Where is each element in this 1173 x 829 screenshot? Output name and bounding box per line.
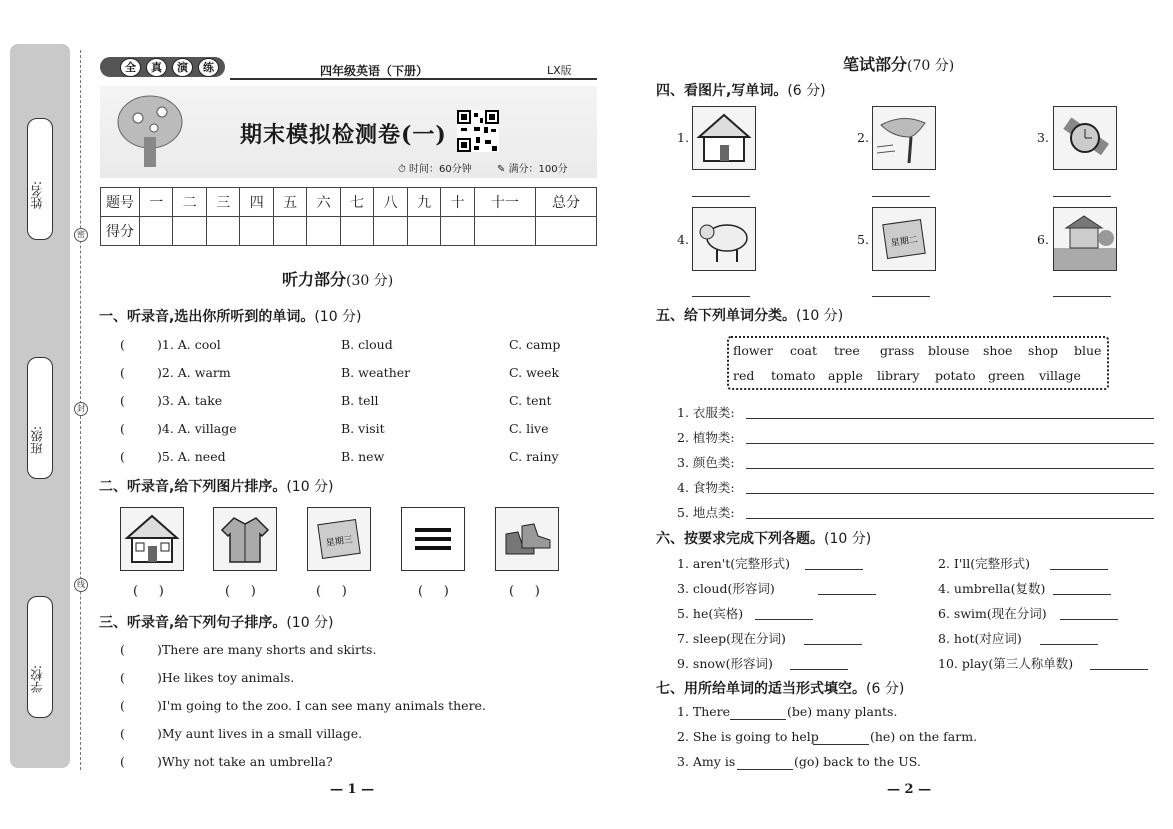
score-text: 满分：100分 (508, 164, 568, 175)
option-a: )5. A. need (157, 449, 226, 464)
sentence-start: 3. Amy is (677, 754, 736, 769)
question-prompt: 9. snow(形容词) (677, 656, 773, 671)
house-icon (693, 107, 755, 169)
score-header-cell: 二 (173, 188, 206, 217)
score-input-cell[interactable] (374, 217, 407, 246)
answer-blank[interactable] (818, 594, 876, 595)
section-5-points: (10 分) (796, 308, 844, 324)
written-points: (70 分) (907, 58, 955, 74)
option-a: )2. A. warm (157, 365, 231, 380)
version-label: LX版 (547, 64, 572, 77)
picture-number: 1. (677, 130, 689, 145)
answer-bracket[interactable]: ( (120, 670, 125, 685)
word-bank-item: grass (880, 343, 915, 358)
score-header-cell: 四 (240, 188, 273, 217)
sentence: )Why not take an umbrella? (157, 754, 333, 769)
answer-blank[interactable] (805, 569, 863, 570)
section-7-title (656, 678, 904, 698)
section-1-points: (10 分) (314, 309, 362, 325)
score-header-cell: 十 (441, 188, 474, 217)
page-number-1: — 1 — (330, 782, 375, 797)
answer-blank[interactable] (692, 296, 750, 297)
fill-blank[interactable] (730, 719, 786, 720)
score-header-cell: 十一 (474, 188, 535, 217)
word-bank-item: flower (733, 343, 773, 358)
option-b: B. visit (341, 421, 385, 436)
option-a: )4. A. village (157, 421, 237, 436)
sentence-end: (be) many plants. (787, 704, 898, 719)
seal-mark: 线 (74, 578, 88, 592)
tree-wind-picture (872, 106, 936, 170)
fill-blank[interactable] (813, 744, 869, 745)
answer-blank[interactable] (790, 669, 848, 670)
category-answer-line[interactable] (746, 493, 1154, 494)
answer-blank[interactable] (1060, 619, 1118, 620)
badge-char: 全 (120, 58, 141, 77)
badge (100, 57, 225, 77)
score-header-cell: 总分 (535, 188, 596, 217)
word-bank-item: potato (935, 368, 976, 383)
seal-mark: 密 (74, 228, 88, 242)
score-header-cell: 题号 (101, 188, 140, 217)
word-bank-item: tree (834, 343, 860, 358)
answer-blank[interactable] (1053, 594, 1111, 595)
section-2-points: (10 分) (286, 479, 334, 495)
time-text: 时间：60分钟 (408, 164, 472, 175)
answer-bracket[interactable]: ( (120, 726, 125, 741)
category-answer-line[interactable] (746, 518, 1154, 519)
written-part-title (843, 52, 954, 75)
sentence: )He likes toy animals. (157, 670, 295, 685)
score-input-cell[interactable] (474, 217, 535, 246)
menu-picture (401, 507, 465, 571)
word-bank-item: shoe (983, 343, 1013, 358)
house-picture (692, 106, 756, 170)
section-2-heading: 二、听录音,给下列图片排序。 (99, 479, 287, 495)
question-prompt: 10. play(第三人称单数) (938, 656, 1074, 671)
sentence-end: (go) back to the US. (794, 754, 921, 769)
school-field[interactable] (27, 596, 53, 718)
section-3-title (99, 612, 334, 632)
village-picture (1053, 207, 1117, 271)
answer-bracket[interactable]: ( (120, 421, 125, 436)
section-4-heading: 四、看图片,写单词。 (656, 83, 788, 99)
jacket-picture (213, 507, 277, 571)
question-prompt: 4. umbrella(复数) (938, 581, 1046, 596)
score-table (100, 187, 597, 246)
listening-points: (30 分) (346, 273, 394, 289)
section-5-heading: 五、给下列单词分类。 (656, 308, 796, 324)
page-number-2: — 2 — (887, 782, 932, 797)
fill-blank[interactable] (737, 769, 793, 770)
section-3-heading: 三、听录音,给下列句子排序。 (99, 615, 287, 631)
score-header-cell: 一 (140, 188, 173, 217)
option-b: B. new (341, 449, 385, 464)
answer-bracket[interactable]: ( (120, 698, 125, 713)
section-5-title (656, 305, 843, 325)
score-info: ✎ 满分：100分 (497, 164, 568, 175)
score-input-cell[interactable] (535, 217, 596, 246)
sentence: )There are many shorts and skirts. (157, 642, 377, 657)
score-input-cell[interactable] (340, 217, 373, 246)
category-answer-line[interactable] (746, 443, 1154, 444)
time-info: ⏱ 时间：60分钟 (398, 164, 472, 175)
word-bank-item: apple (828, 368, 863, 383)
score-header-cell: 八 (374, 188, 407, 217)
score-input-cell[interactable] (441, 217, 474, 246)
score-input-cell[interactable] (307, 217, 340, 246)
sentence: )My aunt lives in a small village. (157, 726, 363, 741)
listening-part-title (282, 267, 393, 290)
picture-order-bracket[interactable]: ( ) (509, 584, 540, 599)
answer-bracket[interactable]: ( (120, 337, 125, 352)
score-header-row (101, 188, 597, 217)
boots-picture (495, 507, 559, 571)
word-bank-item: coat (790, 343, 818, 358)
score-input-cell[interactable] (206, 217, 239, 246)
category-label: 1. 衣服类: (677, 405, 735, 420)
sheep-icon (693, 208, 755, 270)
score-row-label: 得分 (101, 217, 140, 246)
badge-char: 演 (172, 58, 193, 77)
header-rule (230, 78, 597, 80)
exam-title: 期末模拟检测卷(一) (240, 122, 447, 148)
badge-char: 真 (146, 58, 167, 77)
boots-icon (496, 508, 558, 570)
word-bank-item: tomato (771, 368, 816, 383)
option-c: C. week (509, 365, 560, 380)
word-bank-item: library (877, 368, 920, 383)
tree-illustration-icon (110, 92, 190, 172)
sentence-start: 2. She is going to help (677, 729, 819, 744)
picture-order-bracket[interactable]: ( ) (225, 584, 256, 599)
word-bank-item: red (733, 368, 755, 383)
class-label: 班级: (30, 426, 44, 455)
calendar-text: 星期二 (890, 235, 919, 249)
sentence: )I'm going to the zoo. I can see many animals there. (157, 698, 486, 713)
score-input-cell[interactable] (140, 217, 173, 246)
question-prompt: 6. swim(现在分词) (938, 606, 1047, 621)
menu-lines-icon (402, 508, 464, 570)
name-field[interactable] (27, 118, 53, 240)
question-prompt: 8. hot(对应词) (938, 631, 1022, 646)
answer-blank[interactable] (755, 619, 813, 620)
name-label: 姓名: (30, 181, 44, 210)
house-picture (120, 507, 184, 571)
category-label: 3. 颜色类: (677, 455, 735, 470)
section-6-heading: 六、按要求完成下列各题。 (656, 531, 824, 547)
picture-number: 3. (1037, 130, 1049, 145)
score-header-cell: 六 (307, 188, 340, 217)
answer-bracket[interactable]: ( (120, 365, 125, 380)
house-icon (121, 508, 183, 570)
answer-blank[interactable] (1040, 644, 1098, 645)
watch-icon (1054, 107, 1116, 169)
score-input-cell[interactable] (407, 217, 440, 246)
picture-number: 4. (677, 232, 689, 247)
question-prompt: 1. aren't(完整形式) (677, 556, 790, 571)
category-label: 2. 植物类: (677, 430, 735, 445)
calendar-picture (307, 507, 371, 571)
option-a: )1. A. cool (157, 337, 221, 352)
answer-blank[interactable] (804, 644, 862, 645)
picture-number: 2. (857, 130, 869, 145)
picture-number: 6. (1037, 232, 1049, 247)
answer-bracket[interactable]: ( (120, 642, 125, 657)
picture-order-bracket[interactable]: ( ) (418, 584, 449, 599)
option-b: B. cloud (341, 337, 393, 352)
book-title: 四年级英语（下册） (320, 64, 429, 78)
option-b: B. weather (341, 365, 411, 380)
section-1-title (99, 306, 362, 326)
section-6-title (656, 528, 871, 548)
question-prompt: 7. sleep(现在分词) (677, 631, 786, 646)
sheep-picture (692, 207, 756, 271)
listening-title-text: 听力部分 (282, 270, 347, 289)
qr-code-icon[interactable] (457, 110, 499, 152)
question-prompt: 3. cloud(形容词) (677, 581, 775, 596)
class-field[interactable] (27, 357, 53, 479)
badge-char: 练 (198, 58, 219, 77)
category-label: 4. 食物类: (677, 480, 735, 495)
calendar-icon (308, 508, 370, 570)
answer-blank[interactable] (872, 196, 930, 197)
answer-blank[interactable] (1053, 296, 1111, 297)
sentence-end: (he) on the farm. (870, 729, 978, 744)
answer-bracket[interactable]: ( (120, 449, 125, 464)
section-3-points: (10 分) (286, 615, 334, 631)
answer-blank[interactable] (872, 296, 930, 297)
sentence-start: 1. There (677, 704, 731, 719)
score-value-row (101, 217, 597, 246)
word-bank-item: blue (1074, 343, 1102, 358)
option-c: C. rainy (509, 449, 559, 464)
option-c: C. tent (509, 393, 552, 408)
section-1-heading: 一、听录音,选出你所听到的单词。 (99, 309, 315, 325)
picture-order-bracket[interactable]: ( ) (316, 584, 347, 599)
section-2-title (99, 476, 334, 496)
picture-number: 5. (857, 232, 869, 247)
option-b: B. tell (341, 393, 379, 408)
word-bank-item: shop (1028, 343, 1058, 358)
word-bank-item: green (988, 368, 1025, 383)
answer-blank[interactable] (692, 196, 750, 197)
category-answer-line[interactable] (746, 468, 1154, 469)
section-4-title (656, 80, 826, 100)
answer-blank[interactable] (1053, 196, 1111, 197)
school-label: 学校: (30, 665, 44, 694)
section-7-points: (6 分) (866, 681, 905, 697)
score-input-cell[interactable] (173, 217, 206, 246)
jacket-icon (214, 508, 276, 570)
word-bank-item: blouse (928, 343, 970, 358)
calendar-text: 星期三 (325, 535, 354, 549)
word-bank-item: village (1039, 368, 1081, 383)
written-title-text: 笔试部分 (843, 55, 908, 74)
section-4-points: (6 分) (787, 83, 826, 99)
section-6-points: (10 分) (824, 531, 872, 547)
score-header-cell: 五 (273, 188, 306, 217)
answer-blank[interactable] (1090, 669, 1148, 670)
calendar-icon (873, 208, 935, 270)
calendar-picture (872, 207, 936, 271)
question-prompt: 2. I'll(完整形式) (938, 556, 1031, 571)
score-input-cell[interactable] (240, 217, 273, 246)
option-a: )3. A. take (157, 393, 223, 408)
village-icon (1054, 208, 1116, 270)
score-header-cell: 九 (407, 188, 440, 217)
answer-blank[interactable] (1050, 569, 1108, 570)
option-c: C. camp (509, 337, 561, 352)
watch-picture (1053, 106, 1117, 170)
option-c: C. live (509, 421, 549, 436)
answer-bracket[interactable]: ( (120, 754, 125, 769)
section-7-heading: 七、用所给单词的适当形式填空。 (656, 681, 866, 697)
score-input-cell[interactable] (273, 217, 306, 246)
category-label: 5. 地点类: (677, 505, 735, 520)
score-header-cell: 七 (340, 188, 373, 217)
windy-tree-icon (873, 107, 935, 169)
score-header-cell: 三 (206, 188, 239, 217)
question-prompt: 5. he(宾格) (677, 606, 744, 621)
picture-order-bracket[interactable]: ( ) (133, 584, 164, 599)
seal-mark: 封 (74, 402, 88, 416)
category-answer-line[interactable] (746, 418, 1154, 419)
answer-bracket[interactable]: ( (120, 393, 125, 408)
